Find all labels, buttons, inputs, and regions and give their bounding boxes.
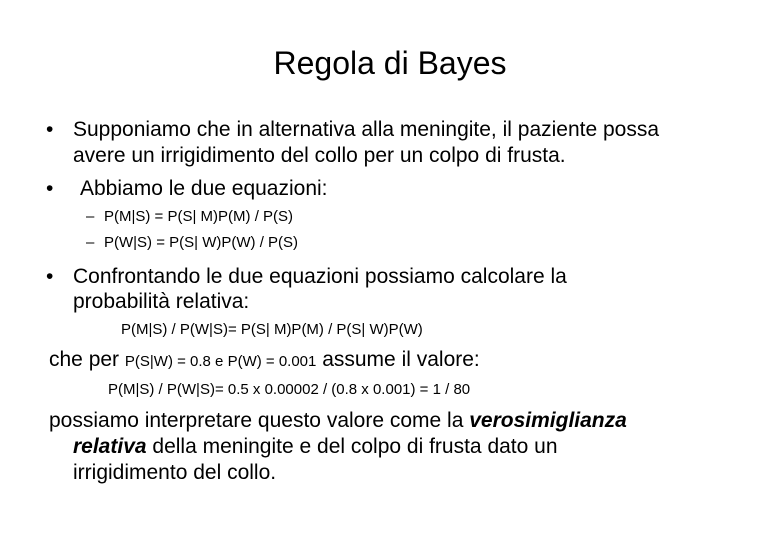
conclusion-emphasis-1: verosimiglianza — [469, 409, 627, 432]
conclusion-line1 — [49, 408, 627, 434]
slide-title: Regola di Bayes — [273, 45, 507, 81]
che-per-prefix: che per — [49, 348, 120, 371]
che-per-condition: P(S|W) = 0.8 e P(W) = 0.001 — [124, 353, 317, 370]
bullet3-line1: Confrontando le due equazioni possiamo calcolare la — [73, 265, 567, 288]
conclusion-part2: della meningite e del colpo di frusta dato un — [152, 435, 558, 458]
conclusion-emphasis-2: relativa — [73, 435, 147, 458]
bullet-marker: • — [46, 177, 54, 200]
conclusion-part1: possiamo interpretare questo valore come la — [49, 409, 464, 432]
che-per-line — [49, 347, 480, 375]
bullet2-text: Abbiamo le due equazioni: — [80, 177, 328, 200]
bullet1-line1: Supponiamo che in alternativa alla meningite, il paziente possa — [73, 118, 660, 141]
bullet1-line2: avere un irrigidimento del collo per un colpo di frusta. — [73, 144, 566, 167]
dash-marker: – — [86, 208, 95, 225]
bullet3-line2: probabilità relativa: — [73, 290, 250, 313]
formula-ratio: P(M|S) / P(W|S)= P(S| M)P(M) / P(S| W)P(W) — [121, 321, 423, 338]
equation-2: P(W|S) = P(S| W)P(W) / P(S) — [104, 234, 299, 251]
dash-marker: – — [86, 234, 95, 251]
equation-1: P(M|S) = P(S| M)P(M) / P(S) — [104, 208, 294, 225]
conclusion-line2 — [73, 434, 558, 460]
bullet-marker: • — [46, 265, 54, 288]
formula-result: P(M|S) / P(W|S)= 0.5 x 0.00002 / (0.8 x 0.001) = 1 / 80 — [108, 381, 471, 398]
che-per-suffix: assume il valore: — [322, 348, 480, 371]
conclusion-line3: irrigidimento del collo. — [73, 461, 277, 484]
bullet-marker: • — [46, 118, 54, 141]
